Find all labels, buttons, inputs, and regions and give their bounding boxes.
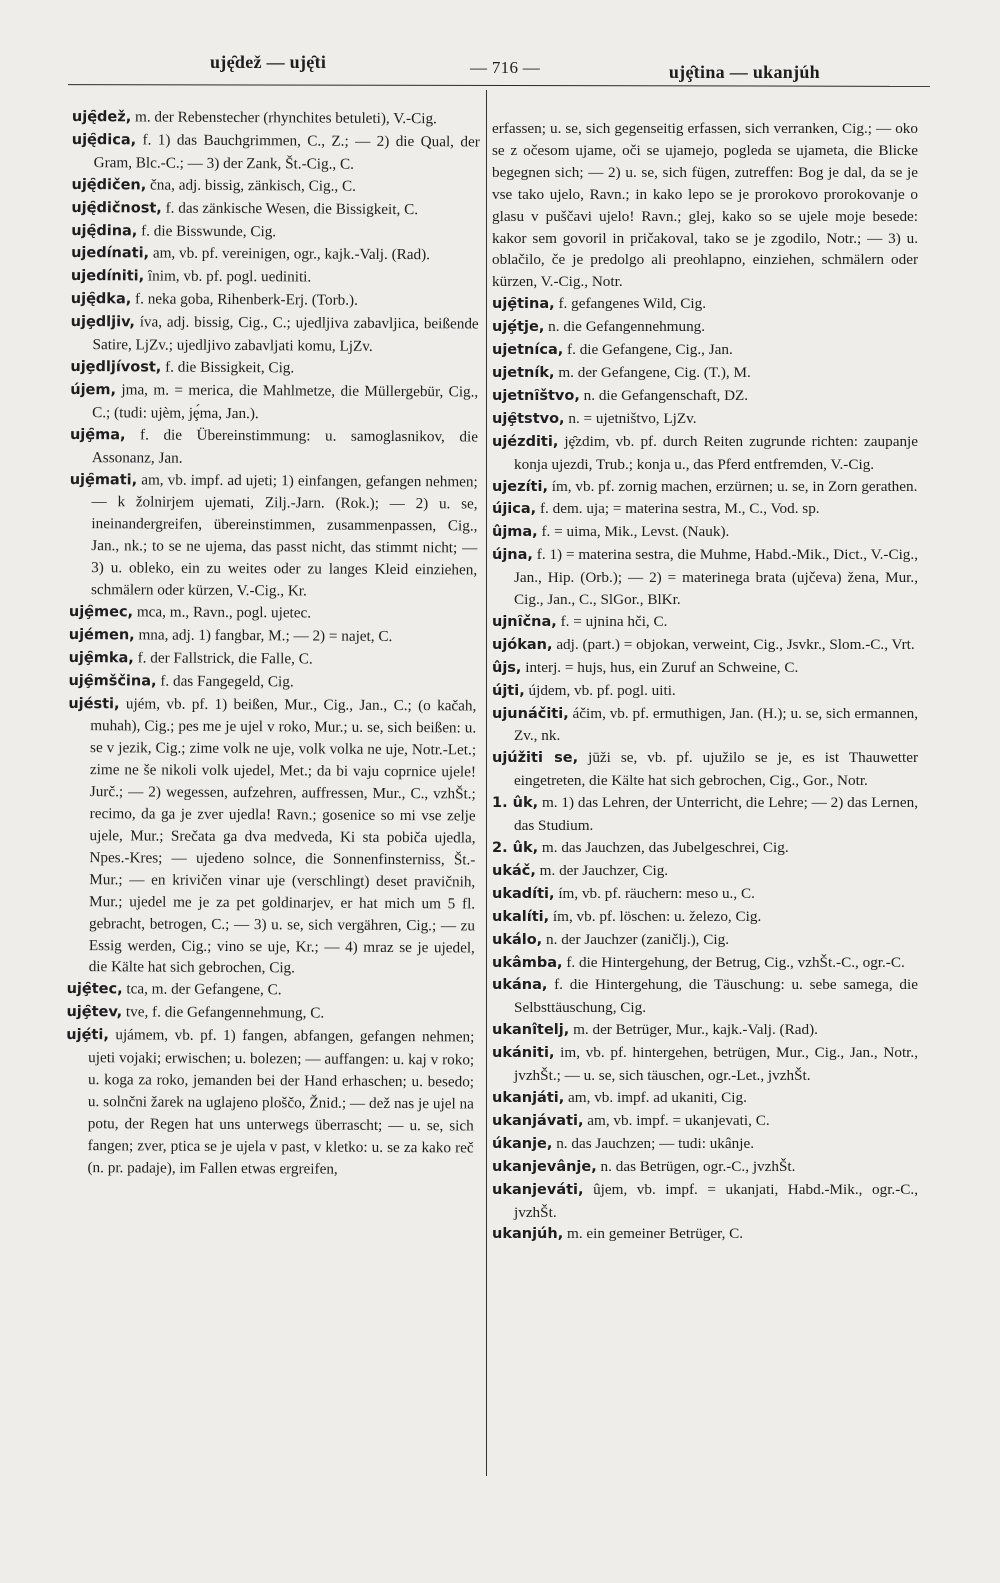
entry-headword: ujȩ́ti,	[66, 1027, 109, 1044]
entry-definition: f. die Bisswunde, Cig.	[137, 221, 277, 240]
running-header	[60, 44, 940, 84]
dictionary-entry	[492, 792, 918, 837]
entry-definition: f. 1) das Bauchgrimmen, C., Z.; — 2) die Qual, der Gram, Blc.-C.; — 3) der Zank, Št.-Cig., C.	[93, 131, 480, 173]
dictionary-entry	[70, 356, 478, 381]
entry-headword: ujézditi,	[492, 433, 559, 450]
entry-definition: f. die Hintergehung, der Betrug, Cig., vzhŠt.-C., ogr.-C.	[562, 953, 905, 971]
entry-headword: ujȩ̑mka,	[68, 649, 134, 667]
entry-headword: ukáč,	[492, 862, 536, 879]
column-divider	[486, 90, 487, 1476]
entry-definition: jma, m. = merica, die Mahlmetze, die Müllergebür, Cig., C.; (tudi: ujèm, jȩ́ma, Jan.).	[92, 381, 479, 422]
dictionary-entry	[492, 498, 918, 521]
dictionary-entry	[70, 424, 478, 471]
entry-definition: ím, vb. pf. zornig machen, erzürnen; u. se, in Zorn gerathen.	[547, 477, 918, 495]
dictionary-entry	[492, 431, 918, 476]
entry-headword: újem,	[70, 381, 117, 399]
entry-headword: ujȩ̑tina,	[492, 296, 555, 313]
entry-definition: n. der Jauchzer (zaničlj.), Cig.	[542, 930, 730, 948]
dictionary-entry	[492, 906, 918, 929]
entry-definition: f. = ujnina hči, C.	[556, 612, 668, 630]
dictionary-entry	[492, 1223, 918, 1246]
left-column	[65, 106, 480, 1181]
dictionary-entry	[492, 385, 918, 408]
dictionary-entry	[71, 174, 479, 199]
entry-headword: ukanîtelj,	[492, 1022, 570, 1039]
dictionary-entry	[70, 379, 478, 426]
entry-definition: m. der Betrüger, Mur., kajk.-Valj. (Rad).	[569, 1021, 818, 1039]
entry-headword: ukanjáti,	[492, 1089, 565, 1106]
entry-headword: ûjma,	[492, 524, 538, 541]
dictionary-entry	[67, 693, 477, 981]
entry-headword: ujnı̑čna,	[492, 613, 557, 630]
dictionary-entry	[69, 601, 477, 626]
entry-headword: ukanjeváti,	[492, 1181, 584, 1198]
dictionary-entry	[492, 883, 918, 906]
entry-definition: f. dem. uja; = materina sestra, M., C., Vod. sp.	[536, 500, 820, 518]
entry-headword: ujedínati,	[71, 245, 150, 262]
entry-headword: ûjs,	[492, 659, 522, 676]
entry-definition: íva, adj. bissig, Cig., C.; ujedljiva zabavljica, beißende Satire, LjZv.; ujedljivo zabavljati komu, LjZv.	[92, 313, 479, 355]
entry-definition: m. 1) das Lehren, der Unterricht, die Lehre; — 2) das Lernen, das Studium.	[514, 794, 918, 835]
entry-definition: ujém, vb. pf. 1) beißen, Mur., Cig., Jan., C.; (o kačah, muhah), Cig.; pes me je ujel v roko, Mur.; u. se, sich beißen: u. se v jezik, Cig.; zime volk ne uje, volk volka ne uje, Notr.-Let.; zime ne še nikoli volk ujedel, Met.; da bi vaju coprnice ujele! Jurč.; — 2) wegessen, aufzehren, auffressen, Mur., C., vzhŠt.; recimo, da ga je zver ujedla! Ravn.; gosenice so mi vse zelje ujele, Mur.; Srečata ga dva medveda, Ki sta pobiča ujedla, Npes.-Kres; — ujedeno solnce, die Sonnenfinsterniss, Št.-Mur.; — en krivičen vinar uje (verschlingt) deset pravičnih, Mur.; ujedel me je za pet goldinarjev, er hat mich um 5 fl. gebracht, betrogen, C.; — 3) u. se, sich vergähren, Cig.; — zu Essig werden, Cig.; vino se uje, Kr.; — 4) mraz se je ujedel, die Kälte hat sich gebrochen, Cig.	[88, 694, 477, 977]
entry-headword: ujókan,	[492, 636, 553, 653]
entry-headword: ujȩ́tje,	[492, 319, 545, 336]
entry-headword: uję̑dež,	[71, 108, 132, 126]
entry-headword: 1. ûk,	[492, 795, 539, 812]
entry-definition: im, vb. pf. hintergehen, betrügen, Mur., Cig., Jan., Notr., jvzhŠt.; — u. se, sich täuschen, ogr.-Let., jvzhŠt.	[514, 1044, 918, 1085]
entry-definition: f. die Bissigkeit, Cig.	[161, 358, 295, 377]
dictionary-entry	[492, 339, 918, 362]
dictionary-entry	[71, 265, 479, 290]
entry-headword: ujúžiti se,	[492, 750, 579, 767]
entry-definition: f. neka goba, Rihenberk-Erj. (Torb.).	[131, 290, 358, 310]
dictionary-entry	[492, 316, 918, 339]
entry-definition: adj. (part.) = objokan, verweint, Cig., Jsvkr., Slom.-C., Vrt.	[552, 635, 915, 653]
entry-definition: n. = ujetništvo, LjZv.	[564, 409, 697, 427]
dictionary-entry	[71, 197, 479, 222]
entry-definition: am, vb. impf. ad ujeti; 1) einfangen, gefangen nehmen; — k žolnirjem ujemati, Zilj.-Jarn. (Rok.); — 2) u. se, ineinandergreifen, übereinstimmen, zusammenpassen, Cig., Jan., nk.; to se ne ujema, das passt nicht, das stimmt nicht; — 3) u. obleko, ein zu weites oder zu langes Kleid einziehen, schmälern oder kürzen, V.-Cig., Kr.	[90, 470, 478, 600]
entry-headword: ujȩ̑mec,	[68, 603, 134, 621]
entry-headword: újica,	[492, 501, 537, 518]
entry-definition: n. die Gefangennehmung.	[544, 318, 706, 336]
dictionary-entry	[492, 1087, 918, 1110]
entry-headword: újti,	[492, 682, 525, 699]
dictionary-entry	[492, 929, 918, 952]
entry-headword: ujȩ̑tev,	[66, 1004, 123, 1021]
entry-definition: mca, m., Ravn., pogl. ujetec.	[133, 603, 312, 622]
dictionary-entry	[71, 288, 479, 313]
entry-definition: jȩ̑zdim, vb. pf. durch Reiten zugrunde richten: zaupanje konja ujezdi, Trub.; konja u., das Pferd entfremden, V.-Cig.	[514, 432, 918, 473]
dictionary-entry	[70, 311, 478, 358]
entry-definition: f. 1) = materina sestra, die Muhme, Habd.-Mik., Dict., V.-Cig., Jan., Hip. (Orb.); — 2) = materinega brata (ujčeva) žena, Mur., Cig., Jan., C., SlGor., BlKr.	[514, 546, 918, 609]
entry-headword: ujȩdljívost,	[70, 358, 162, 376]
entry-definition: f. = uima, Mik., Levst. (Nauk).	[537, 523, 730, 541]
entry-headword: ujȩ̑tstvo,	[492, 410, 565, 427]
entry-definition: am, vb. impf. = ukanjevati, C.	[583, 1111, 770, 1129]
dictionary-entry	[72, 129, 480, 176]
entry-definition: f. gefangenes Wild, Cig.	[554, 295, 707, 313]
entry-headword: ujetnı̑štvo,	[492, 387, 580, 404]
dictionary-entry	[492, 118, 918, 293]
entry-definition: tve, f. die Gefangennehmung, C.	[122, 1003, 325, 1022]
header-left-guide: uję̑dež — uję̑ti	[210, 52, 327, 72]
entry-headword: ujȩ̑ma,	[69, 426, 126, 444]
entry-headword: ukadíti,	[492, 885, 555, 902]
entry-definition: f. die Gefangene, Cig., Jan.	[563, 341, 733, 359]
dictionary-entry	[492, 634, 918, 657]
entry-headword: ukána,	[492, 977, 548, 994]
entry-headword: 2. ûk,	[492, 840, 539, 856]
dictionary-entry	[492, 1110, 918, 1133]
entry-headword: ujetníca,	[492, 342, 564, 359]
entry-headword: újna,	[492, 547, 533, 564]
entry-definition: ím, vb. pf. löschen: u. železo, Cig.	[549, 907, 762, 925]
entry-headword: ujȩdljiv,	[70, 314, 135, 331]
entry-definition: mna, adj. 1) fangbar, M.; — 2) = najet, C.	[134, 626, 393, 645]
entry-headword: ukániti,	[492, 1045, 555, 1062]
dictionary-entry	[492, 837, 918, 860]
entry-definition: f. das zänkische Wesen, die Bissigkeit, C.	[161, 199, 419, 218]
entry-headword: ujȩ̑mati,	[69, 471, 138, 488]
entry-headword: ujésti,	[68, 695, 120, 712]
dictionary-entry	[492, 521, 918, 544]
entry-definition: n. das Jauchzen; — tudi: ukânje.	[552, 1134, 754, 1152]
dictionary-entry	[69, 647, 477, 672]
dictionary-entry	[492, 974, 918, 1019]
dictionary-entry	[71, 242, 479, 267]
entry-headword: ukâmba,	[492, 954, 563, 971]
dictionary-entry	[66, 1001, 474, 1026]
dictionary-entry	[492, 952, 918, 975]
dictionary-entry	[492, 1156, 918, 1179]
dictionary-entry	[492, 1133, 918, 1156]
dictionary-entry	[72, 106, 480, 131]
entry-headword: ukalíti,	[492, 908, 550, 925]
dictionary-entry	[65, 1024, 474, 1181]
dictionary-entry	[492, 1042, 918, 1087]
entry-headword: uję̑dka,	[70, 291, 132, 308]
entry-definition: am, vb. pf. vereinigen, ogr., kajk.-Valj. (Rad).	[149, 244, 431, 264]
dictionary-entry	[492, 293, 918, 316]
entry-definition: ȋnim, vb. pf. pogl. uediniti.	[144, 267, 312, 286]
entry-headword: ukanjevânje,	[492, 1158, 597, 1175]
entry-definition: n. das Betrügen, ogr.-C., jvzhŠt.	[596, 1157, 796, 1175]
entry-definition: n. die Gefangenschaft, DZ.	[579, 386, 749, 404]
entry-headword: uję̑dičen,	[71, 176, 147, 194]
entry-headword: úkanje,	[492, 1135, 553, 1152]
dictionary-entry	[492, 860, 918, 883]
entry-definition: m. das Jauchzen, das Jubelgeschrei, Cig.	[538, 839, 789, 856]
entry-definition: ûjem, vb. impf. = ukanjati, Habd.-Mik., ogr.-C., jvzhŠt.	[514, 1180, 918, 1221]
dictionary-entry	[492, 747, 918, 792]
entry-definition: f. das Fangegeld, Cig.	[156, 672, 294, 691]
dictionary-entry	[492, 544, 918, 611]
entry-definition: am, vb. impf. ad ukaniti, Cig.	[564, 1088, 747, 1106]
entry-definition: f. die Hintergehung, die Täuschung: u. sebe samega, die Selbsttäuschung, Cig.	[514, 976, 918, 1017]
dictionary-entry	[69, 468, 478, 603]
dictionary-entry	[71, 220, 479, 245]
entry-headword: ujȩ̑mščina,	[68, 672, 157, 690]
dictionary-entry	[492, 680, 918, 703]
entry-definition: f. die Übereinstimmung: u. samoglasnikov, die Assonanz, Jan.	[91, 426, 479, 467]
entry-definition: m. ein gemeiner Betrüger, C.	[563, 1225, 744, 1243]
dictionary-entry	[492, 1179, 918, 1224]
entry-definition: ím, vb. pf. räuchern: meso u., C.	[554, 884, 755, 902]
dictionary-entry	[492, 611, 918, 634]
entry-definition: jūži se, vb. pf. ujužilo se je, es ist Thauwetter eingetreten, die Kälte hat sich gebrochen, Cig., Gor., Notr.	[514, 749, 919, 790]
entry-headword: uję̑dičnost,	[71, 199, 162, 217]
entry-definition: čna, adj. bissig, zänkisch, Cig., C.	[146, 176, 356, 195]
entry-headword: ujetník,	[492, 364, 555, 381]
entry-definition: újdem, vb. pf. pogl. uiti.	[524, 681, 676, 699]
dictionary-entry	[492, 408, 918, 431]
dictionary-entry	[67, 978, 475, 1003]
header-right-guide: ujȩ̑tina — ukanjúh	[668, 62, 820, 82]
entry-headword: ujȩ̑tec,	[66, 981, 123, 998]
dictionary-entry	[492, 1019, 918, 1042]
entry-headword: ukanjávati,	[492, 1112, 584, 1129]
entry-definition: m. der Jauchzer, Cig.	[535, 861, 669, 879]
page-number: — 716 —	[470, 58, 541, 77]
entry-definition: f. der Fallstrick, die Falle, C.	[133, 649, 313, 668]
entry-definition: tca, m. der Gefangene, C.	[122, 980, 282, 999]
dictionary-entry	[492, 476, 918, 499]
right-column	[492, 118, 918, 1246]
dictionary-entry	[492, 703, 918, 748]
header-rule	[68, 84, 930, 87]
dictionary-entry	[492, 362, 918, 385]
entry-headword: ujezíti,	[492, 478, 548, 495]
entry-headword: ukanjúh,	[492, 1226, 564, 1243]
entry-headword: uję̑dica,	[71, 131, 137, 149]
entry-definition: m. der Rebenstecher (rhynchites betuleti), V.-Cig.	[131, 108, 437, 128]
entry-definition: ujámem, vb. pf. 1) fangen, abfangen, gefangen nehmen; ujeti vojaki; erwischen; u. bolezen; — auffangen: u. kaj v roko; u. koga za roko, jemanden bei der Hand erhaschen; u. besedo; u. solnčni žarek na uglajeno ploščo, Žnid.; — dež nas je ujel na potu, der Regen hat uns unterwegs überrascht; — u. se, sich fangen; zver, ptica se je ujela v past, v kletko: u. se za kako reč (n. pr. padaje), im Fallen etwas ergreifen,	[87, 1026, 475, 1178]
entry-headword: ujunáčiti,	[492, 705, 569, 722]
dictionary-entry	[69, 624, 477, 649]
entry-definition: interj. = hujs, hus, ein Zuruf an Schweine, C.	[521, 658, 799, 676]
entry-definition: áčim, vb. pf. ermuthigen, Jan. (H.); u. se, sich ermannen, Zv., nk.	[514, 704, 918, 745]
entry-headword: ujémen,	[68, 626, 135, 644]
entry-definition: erfassen; u. se, sich gegenseitig erfassen, sich verranken, Cig.; — oko se z očesom ujame, oči se ujamejo, pogleda se ujameta, die Blicke begegnen sich; — 2) u. se, sich fügen, zutreffen: Bog je dal, da se je vse tako ujelo, Ravn.; in kako lepo se je prorokovo prorokovanje o glasu v puščavi ujelo! Ravn.; glej, kako so se ujele moje besede: kakor sem govoril in pričakoval, tako se je zgodilo, Notr.; — 3) u. oblačilo, če je predolgo ali preohlapno, einziehen, schmälern oder kürzen, V.-Cig., Notr.	[492, 120, 918, 291]
entry-headword: uję̑dina,	[71, 222, 138, 239]
dictionary-entry	[68, 670, 476, 695]
entry-headword: ujedíniti,	[70, 268, 145, 285]
entry-headword: ukálo,	[492, 931, 543, 948]
entry-definition: m. der Gefangene, Cig. (T.), M.	[554, 363, 751, 381]
dictionary-entry	[492, 657, 918, 680]
